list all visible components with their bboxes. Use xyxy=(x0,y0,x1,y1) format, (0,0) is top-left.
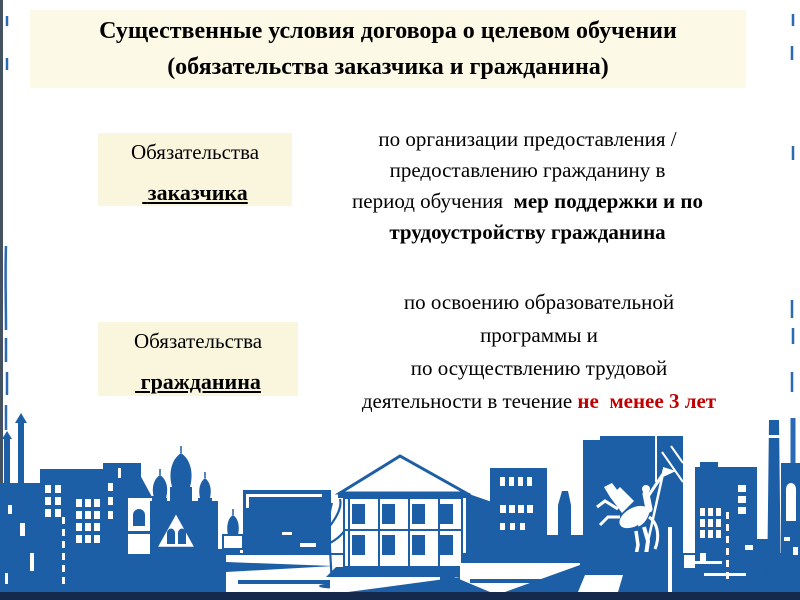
citizen-label-line2: гражданина xyxy=(135,369,261,394)
customer-label-line1: Обязательства xyxy=(130,140,260,164)
slide-title-line2: (обязательства заказчика и гражданина) xyxy=(167,54,609,80)
text-line xyxy=(295,186,760,217)
text-line: по осуществлению трудовой xyxy=(410,356,668,380)
customer-label-box xyxy=(98,133,292,206)
text-segment-red: не менее 3 лет xyxy=(577,389,717,413)
citizen-obligations-text xyxy=(300,286,778,418)
citizen-label-box xyxy=(98,322,298,396)
slide-title xyxy=(30,10,746,88)
customer-label-line2: заказчика xyxy=(142,180,248,205)
customer-obligations-text xyxy=(295,124,760,248)
text-line: по освоению образовательной xyxy=(403,290,675,314)
text-segment-bold: трудоустройству гражданина xyxy=(389,220,666,244)
right-sketch-line xyxy=(786,0,800,600)
text-line: программы и xyxy=(480,323,598,347)
text-line xyxy=(295,217,760,248)
citizen-label-line1: Обязательства xyxy=(133,329,263,353)
left-edge-line xyxy=(0,0,3,600)
equestrian-statue xyxy=(597,467,676,573)
text-line: по организации предоставления / xyxy=(378,127,677,151)
text-segment: период обучения xyxy=(352,189,514,213)
text-line xyxy=(300,385,778,418)
city-skyline-illustration xyxy=(0,405,800,600)
text-segment: деятельности в течение xyxy=(361,389,578,413)
text-segment-bold: мер поддержки и по xyxy=(513,189,703,213)
text-line: предоставлению гражданину в xyxy=(389,158,666,182)
slide-title-line1: Существенные условия договора о целевом обучении xyxy=(99,18,677,44)
